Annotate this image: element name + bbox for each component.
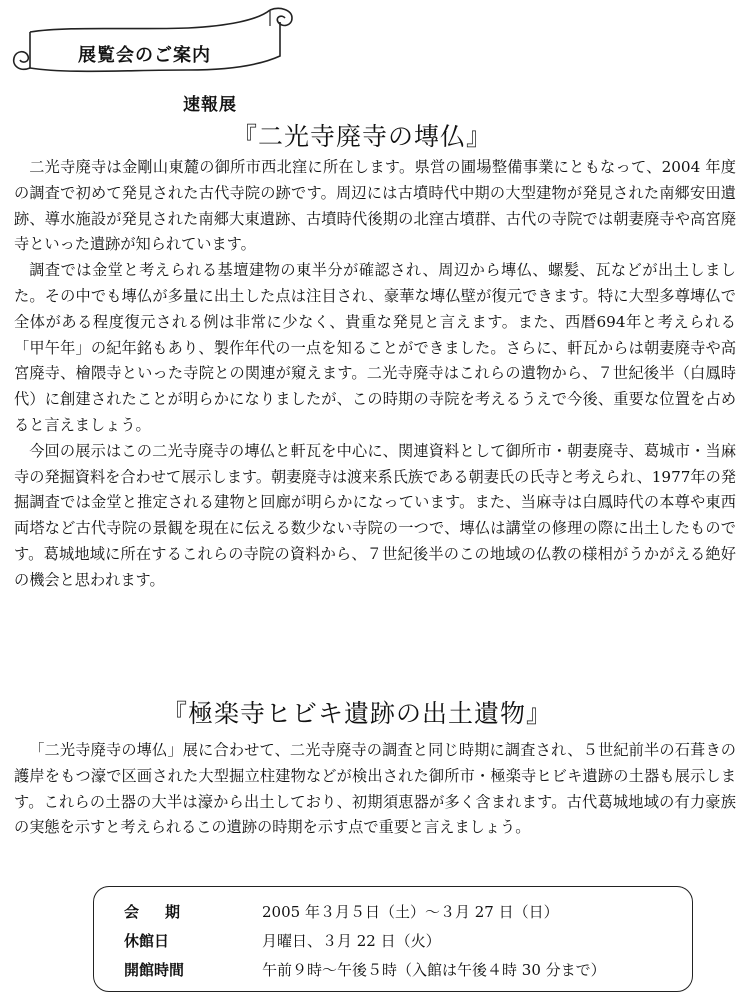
period-label: 会期 bbox=[124, 903, 207, 921]
section-heading-gokurakuji: 『極楽寺ヒビキ遺跡の出土遺物』 bbox=[162, 699, 553, 728]
paragraph: 今回の展示はこの二光寺廃寺の塼仏と軒瓦を中心に、関連資料として御所市・朝妻廃寺、葛城市・当麻寺の発掘資料を合わせて展示します。朝妻廃寺は渡来系氏族である朝妻氏の氏寺と考えられ、1977年の発掘調査では金堂と推定される建物と回廊が明らかになっています。また、当麻寺は白鳳時代の本尊や東西両塔など古代寺院の景観を現在に伝える数少ない寺院の一つで、塼仏は講堂の修理の際に出土したものです。葛城地域に所在するこれらの寺院の資料から、７世紀後半のこの地域の仏教の様相がうかがえる絶好の機会と思われます。 bbox=[14, 441, 736, 589]
banner-title: 展覧会のご案内 bbox=[78, 45, 211, 66]
paragraph: 「二光寺廃寺の塼仏」展に合わせて、二光寺廃寺の調査と同じ時期に調査され、５世紀前半の石葺きの護岸をもつ濠で区画された大型掘立柱建物などが検出された御所市・極楽寺ヒビキ遺跡の土器も展示します。これらの土器の大半は濠から出土しており、初期須恵器が多く含まれます。古代葛城地域の有力豪族の実態を示すと考えられるこの遺跡の時期を示す点で重要と言えましょう。 bbox=[14, 741, 736, 837]
paragraph: 二光寺廃寺は金剛山東麓の御所市西北窪に所在します。県営の圃場整備事業にともなって、2004 年度の調査で初めて発見された古代寺院の跡です。周辺には古墳時代中期の大型建物が発見された南郷安田遺跡、導水施設が発見された南郷大東遺跡、古墳時代後期の北窪古墳群、古代の寺院では朝妻廃寺や高宮廃寺といった遺跡が知られています。 bbox=[14, 158, 736, 254]
section-heading-nikoji: 『二光寺廃寺の塼仏』 bbox=[232, 122, 493, 151]
section-gokurakuji-body bbox=[14, 738, 736, 841]
period-value: 2005 年３月５日（土）〜３月 27 日（日） bbox=[262, 903, 559, 921]
exhibition-info-box bbox=[93, 886, 693, 992]
subtitle: 速報展 bbox=[183, 95, 237, 115]
scroll-banner bbox=[8, 4, 298, 78]
closed-value: 月曜日、３月 22 日（火） bbox=[262, 932, 441, 950]
closed-label: 休館日 bbox=[124, 932, 170, 950]
hours-value: 午前９時〜午後５時（入館は午後４時 30 分まで） bbox=[262, 961, 606, 979]
hours-label: 開館時間 bbox=[124, 961, 185, 979]
paragraph: 調査では金堂と考えられる基壇建物の東半分が確認され、周辺から塼仏、螺髪、瓦などが出土しました。その中でも塼仏が多量に出土した点は注目され、豪華な塼仏壁が復元できます。特に大型多尊塼仏で全体がある程度復元される例は非常に少なく、貴重な発見と言えます。また、西暦694年と考えられる「甲午年」の紀年銘もあり、製作年代の一点を知ることができました。さらに、軒瓦からは朝妻廃寺や高宮廃寺、檜隈寺といった寺院との関連が窺えます。二光寺廃寺はこれらの遺物から、７世紀後半（白鳳時代）に創建されたことが明らかになりましたが、この時期の寺院を考えるうえで今後、重要な位置を占めると言えましょう。 bbox=[14, 261, 736, 434]
section-nikoji-body bbox=[14, 155, 736, 594]
